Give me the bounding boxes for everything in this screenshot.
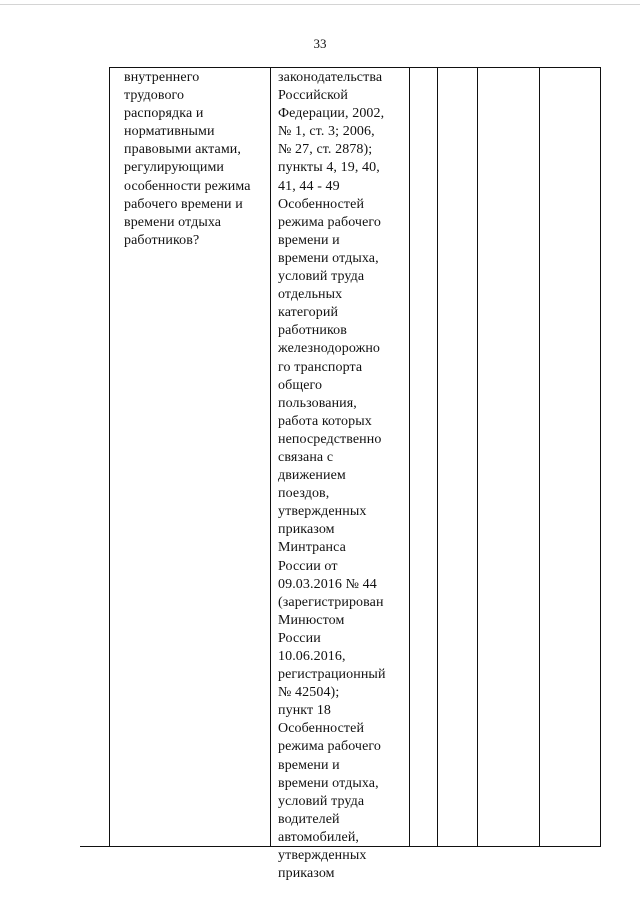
requirements-line: № 27, ст. 2878); xyxy=(278,142,373,158)
requirements-line: 41, 44 - 49 xyxy=(278,178,340,194)
question-line: трудового xyxy=(124,88,185,104)
requirements-line: условий труда xyxy=(278,269,365,285)
question-line: нормативными xyxy=(124,124,215,140)
requirements-line: Федерации, 2002, xyxy=(278,106,385,122)
requirements-line: пункт 18 xyxy=(278,703,332,719)
requirements-line: отдельных xyxy=(278,287,343,303)
requirements-line: автомобилей, xyxy=(278,829,360,845)
requirements-line: категорий xyxy=(278,305,339,321)
question-cell xyxy=(124,69,269,250)
requirements-line: утвержденных xyxy=(278,504,367,520)
requirements-line: регистрационный xyxy=(278,667,386,683)
requirements-cell xyxy=(278,69,408,883)
page-number: 33 xyxy=(313,36,327,51)
requirements-line: законодательства xyxy=(278,70,383,85)
requirements-line: 10.06.2016, xyxy=(278,649,346,664)
requirements-line: времени и xyxy=(278,757,340,773)
scan-top-edge xyxy=(0,4,640,5)
question-line: правовыми актами, xyxy=(124,142,241,158)
requirements-line: времени отдыха, xyxy=(278,775,379,791)
column-divider xyxy=(409,67,410,847)
question-line: регулирующими xyxy=(124,160,225,176)
requirements-line: движением xyxy=(278,468,346,484)
requirements-line: работа которых xyxy=(278,413,372,429)
requirements-line: России от xyxy=(278,558,338,574)
requirements-line: Минтранса xyxy=(278,540,346,556)
requirements-line: времени и xyxy=(278,232,340,248)
requirements-line: го транспорта xyxy=(278,359,363,375)
requirements-line: работников xyxy=(278,323,347,339)
requirements-line: поездов, xyxy=(278,486,330,502)
requirements-line: режима рабочего xyxy=(278,739,381,755)
requirements-line: № 1, ст. 3; 2006, xyxy=(278,124,375,140)
column-divider xyxy=(270,67,271,847)
question-line: особенности режима xyxy=(124,178,251,194)
requirements-line: условий труда xyxy=(278,793,365,809)
requirements-line: 09.03.2016 № 44 xyxy=(278,576,377,592)
requirements-line: утвержденных xyxy=(278,848,367,864)
requirements-line: режима рабочего xyxy=(278,214,381,230)
question-line: рабочего времени и xyxy=(124,196,243,212)
requirements-line: России xyxy=(278,630,321,646)
requirements-line: связана с xyxy=(278,449,334,465)
requirements-line: пункты 4, 19, 40, xyxy=(278,160,380,176)
requirements-line: приказом xyxy=(278,866,335,882)
requirements-line: Российской xyxy=(278,88,348,104)
requirements-line: железнодорожно xyxy=(278,341,381,357)
requirements-line: непосредственно xyxy=(278,431,382,447)
requirements-line: Особенностей xyxy=(278,196,365,212)
question-line: времени отдыха xyxy=(124,214,222,230)
column-divider xyxy=(477,67,478,847)
requirements-line: (зарегистрирован xyxy=(278,594,384,610)
requirements-line: пользования, xyxy=(278,395,357,411)
requirements-line: общего xyxy=(278,377,323,393)
requirements-line: Особенностей xyxy=(278,721,365,737)
column-divider xyxy=(539,67,540,847)
column-divider xyxy=(437,67,438,847)
requirements-line: времени отдыха, xyxy=(278,250,379,266)
requirements-line: приказом xyxy=(278,522,335,538)
requirements-line: Минюстом xyxy=(278,612,345,628)
requirements-line: водителей xyxy=(278,811,340,827)
question-line: работников? xyxy=(124,232,200,248)
requirements-line: № 42504); xyxy=(278,685,340,701)
question-line: внутреннего xyxy=(124,70,200,85)
question-line: распорядка и xyxy=(124,106,204,122)
